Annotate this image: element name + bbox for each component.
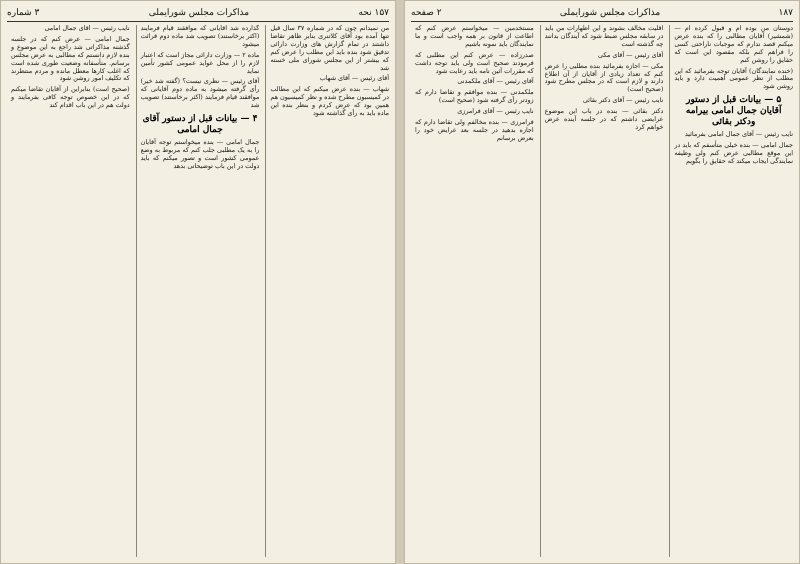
left-page-title: مذاکرات مجلس شورایملی [148,8,250,18]
section-heading: ۴ — بیانات قبل از دستور آقای جمال امامی [142,114,258,136]
paragraph: آقای رئیس — آقای شهاب [319,74,389,83]
paragraph: مستخدمین — میخواستم عرض کنم که اطاعت از قانون بر همه واجب است و ما نمایندگان باید نمونه باشیم [414,25,534,48]
left-page-issue: ۳ شماره [7,8,40,18]
right-page-columns [411,25,793,557]
paragraph: گذارده شد آقایانی که موافقند قیام فرمایند (اکثر برخاستند) تصویب شد ماده دوم قرائت میشود [140,25,260,48]
paragraph: آقای رئیس — آقای مکی [598,50,664,59]
page-gutter [396,0,404,564]
paragraph: جمال امامی — بنده میخواستم توجه آقایان را به یک مطلبی جلب کنم که مربوط به وضع عمومی کشور است و تصور میکنم که باید دولت در این باب توضیحاتی بدهد [140,138,260,170]
paragraph: آقای رئیس — نظری نیست؟ (گفته شد خیر) رأی گرفته میشود به ماده دوم آقایانی که موافقند قیام فرمایند (اکثر برخاستند) تصویب شد [140,77,260,110]
paragraph: آقای رئیس — آقای ملکمدنی [457,77,534,86]
paragraph: صدرزاده — عرض کنم این مطلبی که فرمودند صحیح است ولی باید توجه داشت که مقررات آئین نامه باید رعایت شود [414,50,534,75]
paragraph: (صحیح است) بنابراین از آقایان تقاضا میکنم که در این خصوص توجه کافی بفرمایند و دولت هم در این باب اقدام کند [10,85,130,110]
paragraph: (خنده نمایندگان) آقایان توجه بفرمائید که این مطلب از نظر عمومی اهمیت دارد و باید روشن شود [674,66,793,91]
paragraph: دکتر بقائی — بنده در باب این موضوع عرایضی داشتم که در جلسه آینده عرض خواهم کرد [544,107,664,131]
left-page-number: ۱۵۷ نحه [358,8,389,18]
paragraph: جمال امامی — بنده خیلی متأسفم که باید در این موقع مطالبی عرض کنم ولی وظیفه نمایندگی ایجاب میکند که حقایق را بگویم [674,141,793,165]
left-page [0,0,396,564]
paragraph: جمال امامی — عرض کنم که در جلسه گذشته مذاکراتی شد راجع به این موضوع و بنده لازم دانستم که مطالبی به عرض مجلس برسانم. متأسفانه وضعیت طوری شده است که اغلب کارها معطل مانده و مردم منتظرند که تکلیف امور روشن شود [10,34,130,83]
paragraph: دوستان من بوده ام و قبول کرده ام — (شمشیر) آقایان مطالبی را که بنده عرض میکنم قصد ندارم که موجبات ناراحتی کسی را فراهم کنم بلکه مقصود این است که حقایق را روشن کنم [674,25,793,64]
paragraph: ملکمدنی — بنده موافقم و تقاضا دارم که زودتر رأی گرفته شود (صحیح است) [414,88,534,105]
paragraph: نایب رئیس — آقای جمال امامی بفرمائید [684,130,793,139]
paragraph: نایب رئیس — آقای فرامرزی [457,107,534,116]
left-column-1 [265,25,389,557]
right-column-2 [540,25,664,557]
paragraph: نایب رئیس — آقای جمال امامی [44,25,130,32]
right-page [404,0,800,564]
paragraph: شهاب — بنده عرض میکنم که این مطالب در کمیسیون مطرح شده و نظر کمیسیون هم همین بود که عرض کردم و بنظر بنده این ماده باید به رأی گذاشته شود [270,85,389,118]
right-page-header [411,5,793,22]
right-column-1 [669,25,793,557]
paragraph: ماده ۲ — وزارت دارائی مجاز است که اعتبار لازم را از محل عواید عمومی کشور تأمین نماید [140,50,260,75]
paragraph: مکی — اجازه بفرمائید بنده مطلبی را عرض کنم که تعداد زیادی از آقایان از آن اطلاع دارند و لازم است که در مجلس مطرح شود (صحیح است) [544,61,664,94]
paragraph: فرامرزی — بنده مخالفم ولی تقاضا دارم که اجازه بدهید در جلسه بعد عرایض خود را بعرض برسانم [414,118,534,142]
left-column-2 [136,25,260,557]
paragraph: من نمیدانم چون که در شماره ۳۷ سال قبل تنها آمده بود آقای کلاتنری بنابر ظاهر تقاضا داشتند در تمام گزارش های وزارت دارائی تدقیق شود بنده باید این مطلب را عرض کنم که بیشتر از این مجلس شورای ملی خسته شد [270,25,389,72]
right-column-3 [411,25,534,557]
right-page-issue: ۲ صفحه [411,8,442,18]
right-page-title: مذاکرات مجلس شورایملی [559,8,661,18]
left-page-columns [7,25,389,557]
right-page-number: ۱۸۷ [778,8,793,18]
left-column-3 [7,25,130,557]
paragraph: نایب رئیس — آقای دکتر بقائی [582,96,664,105]
paragraph: اقلیت مخالف بشوند و این اظهارات من باید در سابقه مجلس ضبط شود که آیندگان بدانند چه گذشته است [544,25,664,48]
section-heading: ۵ — بیانات قبل از دستور آقایان جمال امامی بیرامه ودکتر بقائی [685,95,782,128]
left-page-header [7,5,389,22]
